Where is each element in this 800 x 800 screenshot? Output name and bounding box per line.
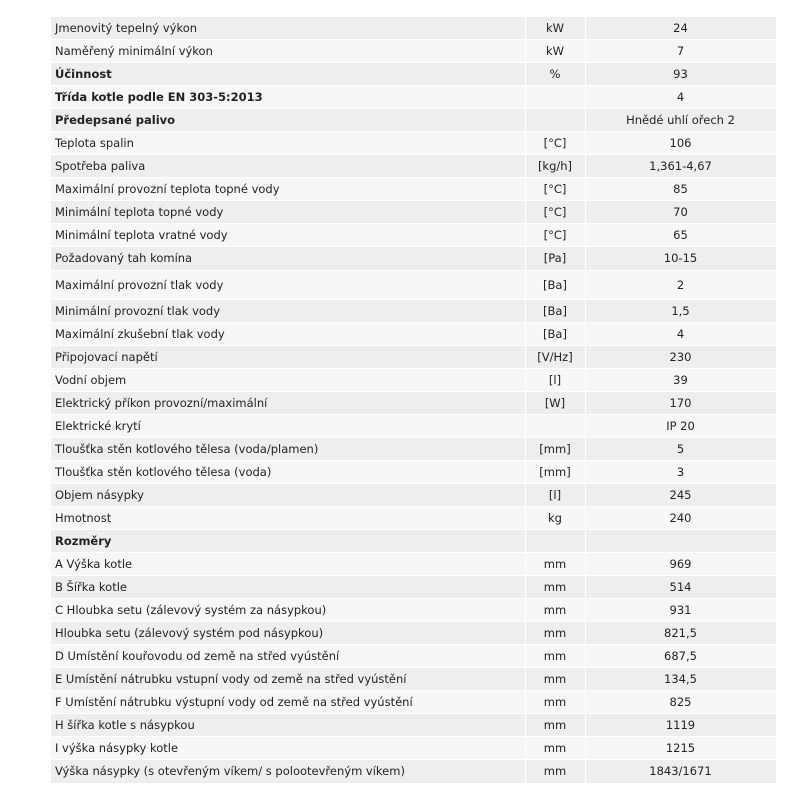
- spec-value: 969: [585, 553, 776, 576]
- spec-unit: [kg/h]: [525, 155, 585, 178]
- spec-value: 10-15: [585, 247, 776, 270]
- spec-unit: mm: [525, 645, 585, 668]
- table-row: [51, 270, 776, 299]
- spec-label: Tloušťka stěn kotlového tělesa (voda/plamen): [51, 437, 525, 460]
- table-row: [51, 437, 776, 460]
- spec-label: Rozměry: [51, 529, 525, 552]
- spec-value: 230: [585, 345, 776, 368]
- spec-label: Naměřený minimální výkon: [51, 40, 525, 63]
- spec-unit: [°C]: [525, 132, 585, 155]
- spec-value: 3: [585, 460, 776, 483]
- spec-label: Hloubka setu (zálevový systém pod násypkou): [51, 622, 525, 645]
- spec-unit: [l]: [525, 368, 585, 391]
- spec-unit: mm: [525, 576, 585, 599]
- table-row: [51, 368, 776, 391]
- spec-label: A Výška kotle: [51, 553, 525, 576]
- spec-value: 106: [585, 132, 776, 155]
- spec-label: Tloušťka stěn kotlového tělesa (voda): [51, 460, 525, 483]
- spec-unit: mm: [525, 668, 585, 691]
- spec-value: 7: [585, 40, 776, 63]
- spec-label: I výška násypky kotle: [51, 737, 525, 760]
- table-row: [51, 299, 776, 322]
- spec-label: D Umístění kouřovodu od země na střed vyústění: [51, 645, 525, 668]
- table-row: [51, 483, 776, 506]
- spec-unit: [525, 109, 585, 132]
- spec-unit: mm: [525, 760, 585, 783]
- table-row: [51, 109, 776, 132]
- spec-table-body: [51, 17, 776, 783]
- spec-unit: [°C]: [525, 224, 585, 247]
- table-row: [51, 132, 776, 155]
- spec-value: 134,5: [585, 668, 776, 691]
- table-row: [51, 506, 776, 529]
- table-row: [51, 737, 776, 760]
- table-row: [51, 345, 776, 368]
- spec-value: 931: [585, 599, 776, 622]
- table-row: [51, 668, 776, 691]
- spec-label: Spotřeba paliva: [51, 155, 525, 178]
- spec-label: Výška násypky (s otevřeným víkem/ s polootevřeným víkem): [51, 760, 525, 783]
- spec-label: Požadovaný tah komína: [51, 247, 525, 270]
- spec-unit: [mm]: [525, 437, 585, 460]
- table-row: [51, 40, 776, 63]
- spec-label: Minimální teplota vratné vody: [51, 224, 525, 247]
- spec-value: 2: [585, 270, 776, 299]
- spec-unit: [W]: [525, 391, 585, 414]
- spec-unit: [Ba]: [525, 299, 585, 322]
- spec-value: 825: [585, 691, 776, 714]
- spec-unit: kW: [525, 17, 585, 40]
- table-row: [51, 760, 776, 783]
- spec-unit: %: [525, 63, 585, 86]
- spec-label: Vodní objem: [51, 368, 525, 391]
- spec-unit: kW: [525, 40, 585, 63]
- spec-value: 1,361-4,67: [585, 155, 776, 178]
- spec-label: Teplota spalin: [51, 132, 525, 155]
- spec-value: 821,5: [585, 622, 776, 645]
- spec-unit: [°C]: [525, 178, 585, 201]
- spec-value: 4: [585, 322, 776, 345]
- table-row: [51, 322, 776, 345]
- spec-value: 514: [585, 576, 776, 599]
- spec-label: Účinnost: [51, 63, 525, 86]
- table-row: [51, 553, 776, 576]
- spec-unit: [l]: [525, 483, 585, 506]
- spec-label: E Umístění nátrubku vstupní vody od země na střed vyústění: [51, 668, 525, 691]
- spec-value: 1,5: [585, 299, 776, 322]
- spec-unit: [525, 529, 585, 552]
- spec-value: 170: [585, 391, 776, 414]
- spec-unit: mm: [525, 599, 585, 622]
- table-row: [51, 155, 776, 178]
- spec-unit: [mm]: [525, 460, 585, 483]
- spec-label: Hmotnost: [51, 506, 525, 529]
- spec-unit: mm: [525, 622, 585, 645]
- spec-value: 240: [585, 506, 776, 529]
- spec-unit: [525, 414, 585, 437]
- spec-value: 1215: [585, 737, 776, 760]
- spec-label: Třída kotle podle EN 303-5:2013: [51, 86, 525, 109]
- spec-label: Minimální provozní tlak vody: [51, 299, 525, 322]
- spec-label: C Hloubka setu (zálevový systém za násypkou): [51, 599, 525, 622]
- table-row: [51, 691, 776, 714]
- spec-label: B Šířka kotle: [51, 576, 525, 599]
- spec-label: Maximální provozní teplota topné vody: [51, 178, 525, 201]
- spec-label: Objem násypky: [51, 483, 525, 506]
- table-row: [51, 622, 776, 645]
- spec-label: Elektrický příkon provozní/maximální: [51, 391, 525, 414]
- spec-value: Hnědé uhlí ořech 2: [585, 109, 776, 132]
- spec-label: H šířka kotle s násypkou: [51, 714, 525, 737]
- table-row: [51, 201, 776, 224]
- spec-unit: mm: [525, 737, 585, 760]
- spec-label: F Umístění nátrubku výstupní vody od země na střed vyústění: [51, 691, 525, 714]
- spec-unit: kg: [525, 506, 585, 529]
- table-row: [51, 178, 776, 201]
- spec-value: IP 20: [585, 414, 776, 437]
- spec-value: 5: [585, 437, 776, 460]
- table-row: [51, 224, 776, 247]
- spec-label: Minimální teplota topné vody: [51, 201, 525, 224]
- table-row: [51, 714, 776, 737]
- spec-value: 1119: [585, 714, 776, 737]
- spec-label: Elektrické krytí: [51, 414, 525, 437]
- spec-unit: [V/Hz]: [525, 345, 585, 368]
- spec-label: Maximální zkušební tlak vody: [51, 322, 525, 345]
- table-row: [51, 391, 776, 414]
- spec-value: 93: [585, 63, 776, 86]
- spec-unit: mm: [525, 553, 585, 576]
- spec-value: 1843/1671: [585, 760, 776, 783]
- spec-value: 85: [585, 178, 776, 201]
- spec-value: 24: [585, 17, 776, 40]
- spec-value: 70: [585, 201, 776, 224]
- spec-label: Připojovací napětí: [51, 345, 525, 368]
- spec-value: 4: [585, 86, 776, 109]
- table-row: [51, 17, 776, 40]
- table-row: [51, 247, 776, 270]
- table-row: [51, 86, 776, 109]
- spec-unit: [Ba]: [525, 270, 585, 299]
- table-row: [51, 414, 776, 437]
- spec-value: [585, 529, 776, 552]
- spec-label: Jmenovitý tepelný výkon: [51, 17, 525, 40]
- spec-value: 65: [585, 224, 776, 247]
- spec-unit: mm: [525, 691, 585, 714]
- table-row: [51, 645, 776, 668]
- spec-value: 687,5: [585, 645, 776, 668]
- spec-unit: [Pa]: [525, 247, 585, 270]
- spec-value: 39: [585, 368, 776, 391]
- spec-label: Maximální provozní tlak vody: [51, 270, 525, 299]
- spec-value: 245: [585, 483, 776, 506]
- spec-unit: [Ba]: [525, 322, 585, 345]
- table-row: [51, 529, 776, 552]
- spec-table: [51, 17, 777, 784]
- spec-unit: [525, 86, 585, 109]
- table-row: [51, 63, 776, 86]
- table-row: [51, 576, 776, 599]
- spec-unit: [°C]: [525, 201, 585, 224]
- spec-unit: mm: [525, 714, 585, 737]
- spec-label: Předepsané palivo: [51, 109, 525, 132]
- table-row: [51, 599, 776, 622]
- table-row: [51, 460, 776, 483]
